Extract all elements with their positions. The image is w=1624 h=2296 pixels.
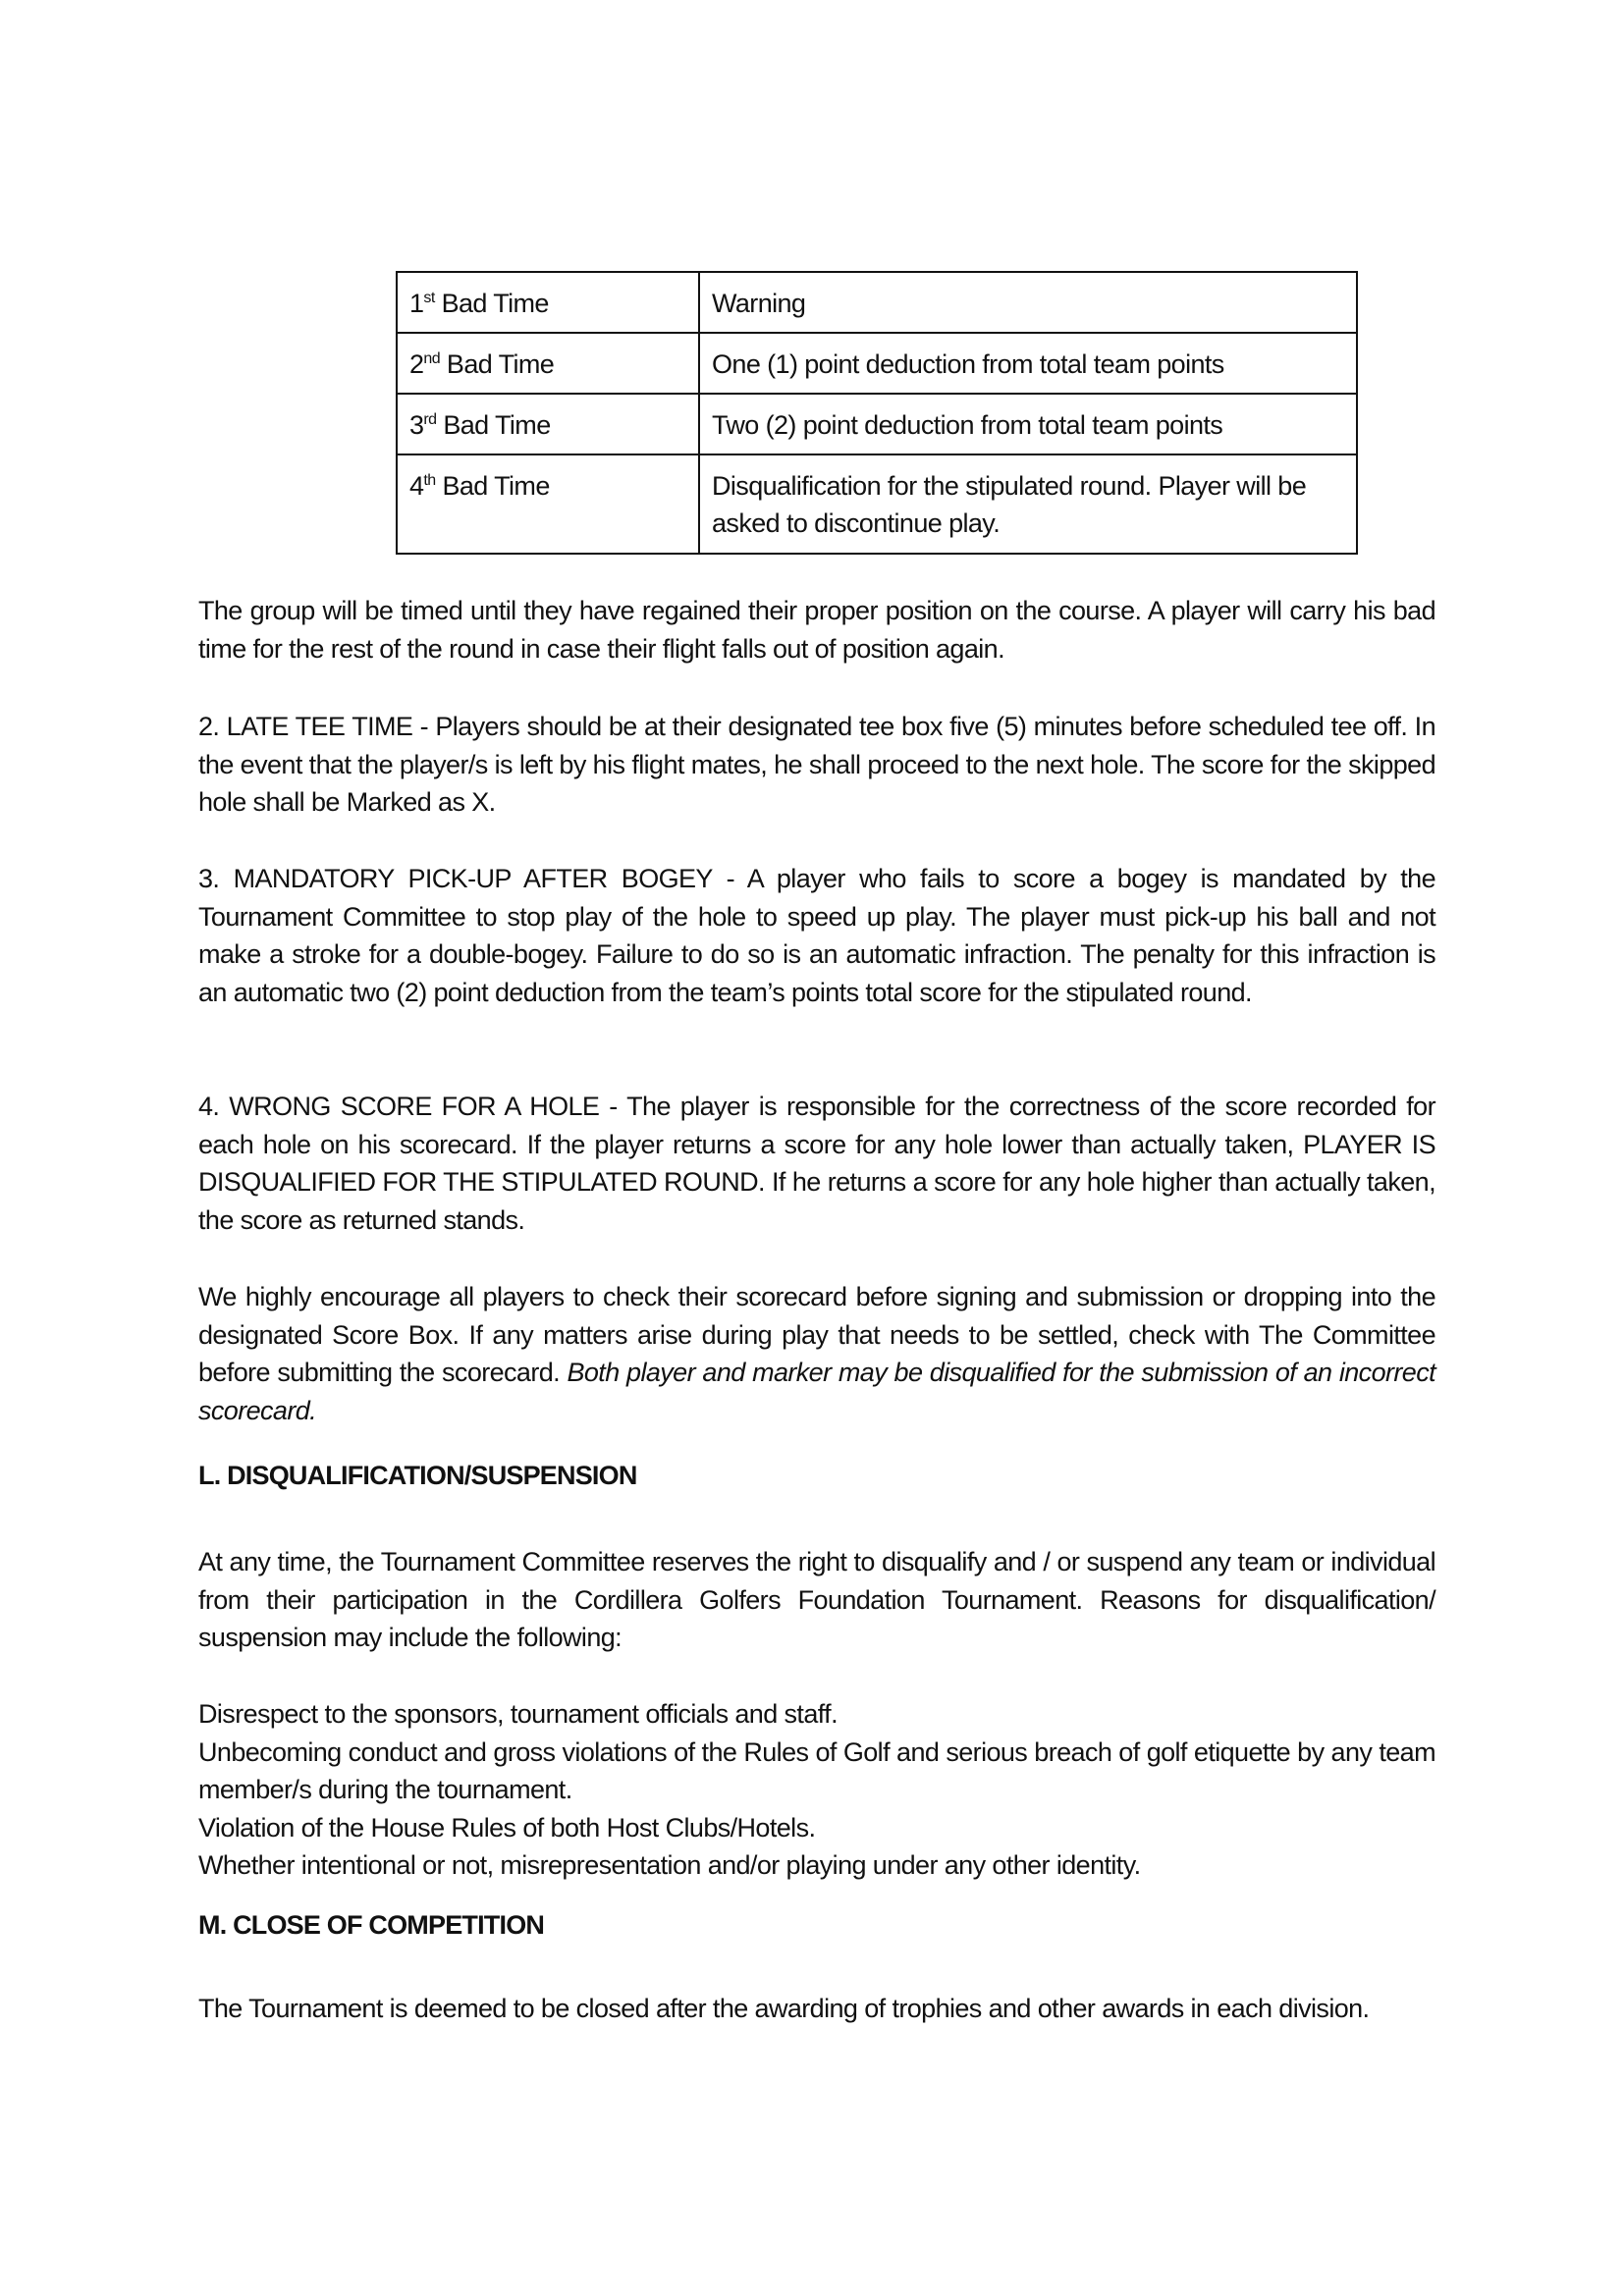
ordinal-number: 1 [409,289,424,318]
ordinal-suffix: st [423,290,435,306]
bad-time-penalty: Warning [699,272,1357,333]
scorecard-check-paragraph [198,1278,1435,1429]
list-item: Violation of the House Rules of both Host Clubs/Hotels. [198,1812,816,1842]
bad-time-label [397,394,699,454]
bad-time-penalty: Two (2) point deduction from total team points [699,394,1357,454]
label-text: Bad Time [440,349,555,379]
bad-time-label [397,454,699,554]
disqualification-reasons-list [198,1695,1435,1885]
table-row [397,394,1357,454]
section-l-intro: At any time, the Tournament Committee reserves the right to disqualify and / or suspend any team or individual from their participation in the Cordillera Golfers Foundation Tournament. Reasons for disqualification/ suspension may include the following: [198,1547,1435,1653]
table-row [397,454,1357,554]
list-item: Disrespect to the sponsors, tournament officials and staff. [198,1699,838,1729]
section-l-heading: L. DISQUALIFICATION/SUSPENSION [198,1461,637,1490]
bad-time-label [397,333,699,394]
section-m-heading: M. CLOSE OF COMPETITION [198,1910,545,1940]
wrong-score-paragraph: 4. WRONG SCORE FOR A HOLE - The player is responsible for the correctness of the score recorded for each hole on his scorecard. If the player returns a score for any hole lower than actually taken, PLAYER IS DISQUALIFIED FOR THE STIPULATED ROUND. If he returns a score for any hole higher than actually taken, the score as returned stands. [198,1092,1435,1235]
ordinal-suffix: th [423,472,436,489]
label-text: Bad Time [436,410,551,440]
ordinal-number: 3 [409,410,424,440]
bad-time-penalty: One (1) point deduction from total team points [699,333,1357,394]
label-text: Bad Time [434,289,549,318]
ordinal-number: 2 [409,349,424,379]
list-item: Unbecoming conduct and gross violations of the Rules of Golf and serious breach of golf etiquette by any team member/s during the tournament. [198,1736,1435,1805]
ordinal-suffix: rd [423,411,437,428]
label-text: Bad Time [435,471,550,501]
bad-time-penalty-table [396,271,1358,555]
late-tee-time-paragraph: 2. LATE TEE TIME - Players should be at their designated tee box five (5) minutes before scheduled tee off. In the event that the player/s is left by his flight mates, he shall proceed to the next hole. The score for the skipped hole shall be Marked as X. [198,712,1435,818]
scorecard-check-text: We highly encourage all players to check their scorecard before signing and submission or dropping into the designated Score Box. If any matters arise during play that needs to be settled, check with The Committee before submitting the scorecard. [198,1282,1435,1388]
scorecard-warning-italic: Both player and marker may be disqualified for the submission of an incorrect scorecard. [198,1358,1435,1425]
table-row [397,272,1357,333]
table-row [397,333,1357,394]
ordinal-suffix: nd [423,350,441,367]
mandatory-pickup-paragraph: 3. MANDATORY PICK-UP AFTER BOGEY - A player who fails to score a bogey is mandated by the Tournament Committee to stop play of the hole to speed up play. The player must pick-up his ball and not make a stroke for a double-bogey. Failure to do so is an automatic infraction. The penalty for this infraction is an automatic two (2) point deduction from the team’s points total score for the stipulated round. [198,864,1435,1007]
bad-time-penalty: Disqualification for the stipulated round. Player will be asked to discontinue play. [699,454,1357,554]
section-m-body: The Tournament is deemed to be closed after the awarding of trophies and other awards in each division. [198,1994,1370,2023]
list-item: Whether intentional or not, misrepresentation and/or playing under any other identity. [198,1850,1141,1881]
ordinal-number: 4 [409,471,424,501]
timing-note-paragraph: The group will be timed until they have regained their proper position on the course. A player will carry his bad time for the rest of the round in case their flight falls out of position again. [198,596,1435,664]
bad-time-label [397,272,699,333]
